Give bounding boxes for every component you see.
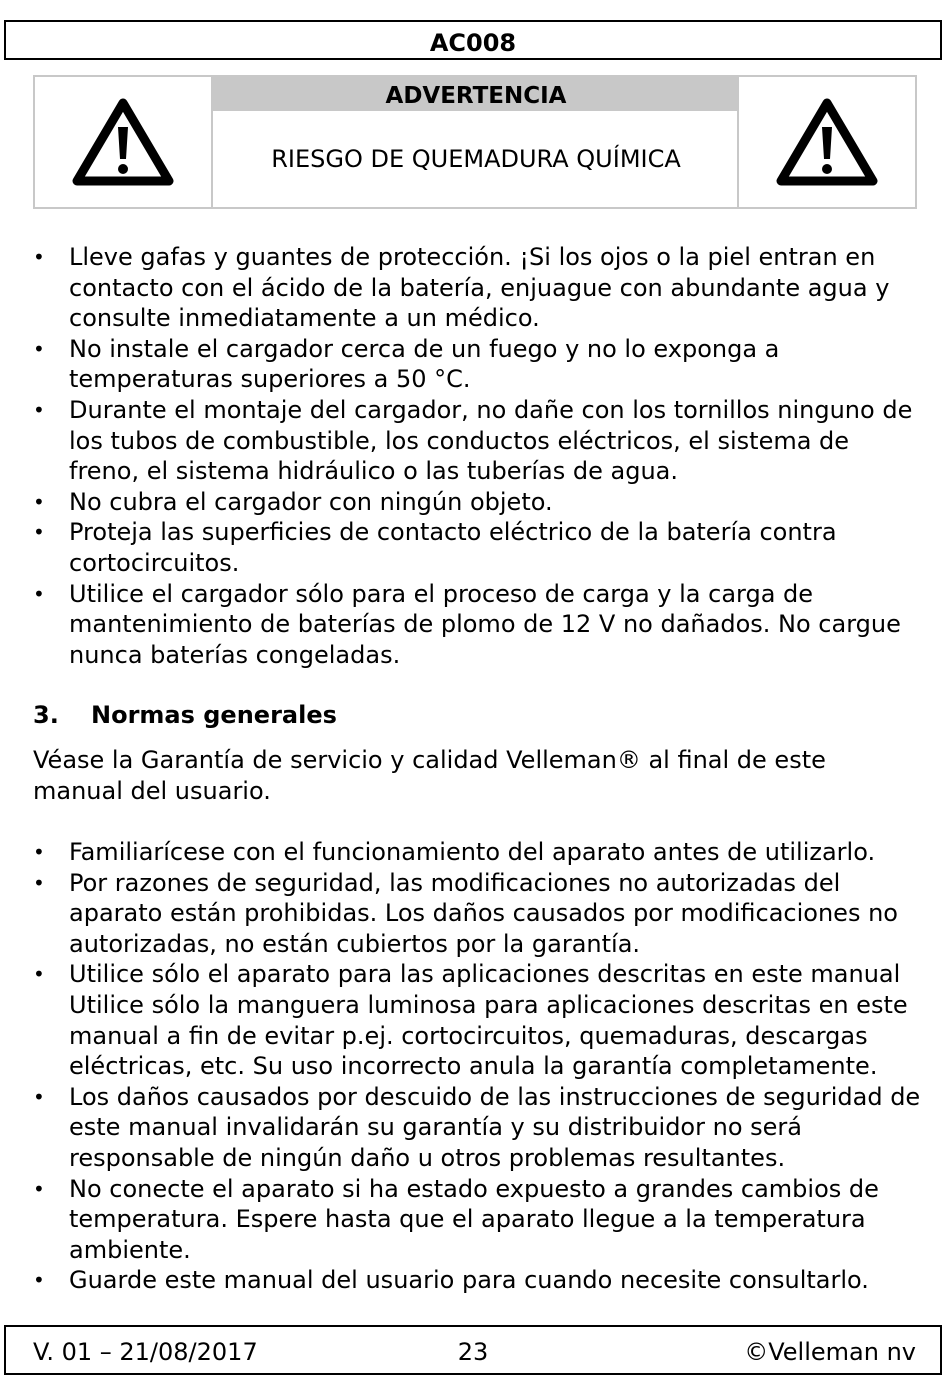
warning-text-cell [213, 77, 739, 207]
page-number: 23 [457, 1338, 489, 1366]
model-code: AC008 [429, 29, 517, 57]
list-item: • No conecte el aparato si ha estado expuesto a grandes cambios de temperatura. Espere hasta que el aparato llegue a la temperatura ambiente. [33, 1174, 923, 1266]
section-intro: Véase la Garantía de servicio y calidad Velleman® al final de este manual del usuario. [33, 745, 826, 805]
warning-icon-right-cell [737, 77, 915, 207]
list-item: • Utilice sólo el aparato para las aplicaciones descritas en este manual Utilice sólo la manguera luminosa para aplicaciones descritas en este manual a fin de evitar p.ej. cortocircuitos, quemaduras, descargas eléctricas, etc. Su uso incorrecto anula la garantía completamente. [33, 959, 923, 1081]
list-item: • Lleve gafas y guantes de protección. ¡Si los ojos o la piel entran en contacto con el ácido de la batería, enjuague con abundante agua y consulte inmediatamente a un médico. [33, 242, 923, 334]
list-item: • Familiarícese con el funcionamiento del aparato antes de utilizarlo. [33, 837, 923, 868]
warning-box [33, 75, 917, 209]
safety-list [33, 242, 923, 670]
list-item: • Proteja las superficies de contacto eléctrico de la batería contra cortocircuitos. [33, 517, 923, 578]
section-heading [33, 700, 923, 731]
document-header [4, 20, 942, 60]
list-item: • Utilice el cargador sólo para el proceso de carga y la carga de mantenimiento de baterías de plomo de 12 V no dañados. No cargue nunca baterías congeladas. [33, 579, 923, 671]
list-item: • Por razones de seguridad, las modificaciones no autorizadas del aparato están prohibidas. Los daños causados por modificaciones no autorizadas, no están cubiertos por la garantía. [33, 868, 923, 960]
list-item: • No cubra el cargador con ningún objeto. [33, 487, 923, 518]
list-item: • Los daños causados por descuido de las instrucciones de seguridad de este manual invalidarán su garantía y su distribuidor no será responsable de ningún daño u otros problemas resultantes. [33, 1082, 923, 1174]
warning-triangle-icon [775, 97, 879, 187]
warning-triangle-icon [71, 97, 175, 187]
list-item: • No instale el cargador cerca de un fuego y no lo exponga a temperaturas superiores a 50 °C. [33, 334, 923, 395]
general-list [33, 837, 923, 1296]
list-item: • Durante el montaje del cargador, no dañe con los tornillos ninguno de los tubos de combustible, los conductos eléctricos, el sistema de freno, el sistema hidráulico o las tuberías de agua. [33, 395, 923, 487]
document-footer [4, 1325, 942, 1375]
warning-icon-left-cell [35, 77, 213, 207]
footer-version: V. 01 – 21/08/2017 [33, 1338, 258, 1366]
footer-copyright: ©Velleman nv [744, 1338, 916, 1366]
warning-subtitle: RIESGO DE QUEMADURA QUÍMICA [271, 145, 681, 173]
warning-title: ADVERTENCIA [213, 77, 739, 111]
main-content [33, 242, 923, 1296]
section-title: Normas generales [91, 701, 337, 730]
list-item: • Guarde este manual del usuario para cuando necesite consultarlo. [33, 1265, 923, 1296]
section-number: 3. [33, 701, 59, 730]
